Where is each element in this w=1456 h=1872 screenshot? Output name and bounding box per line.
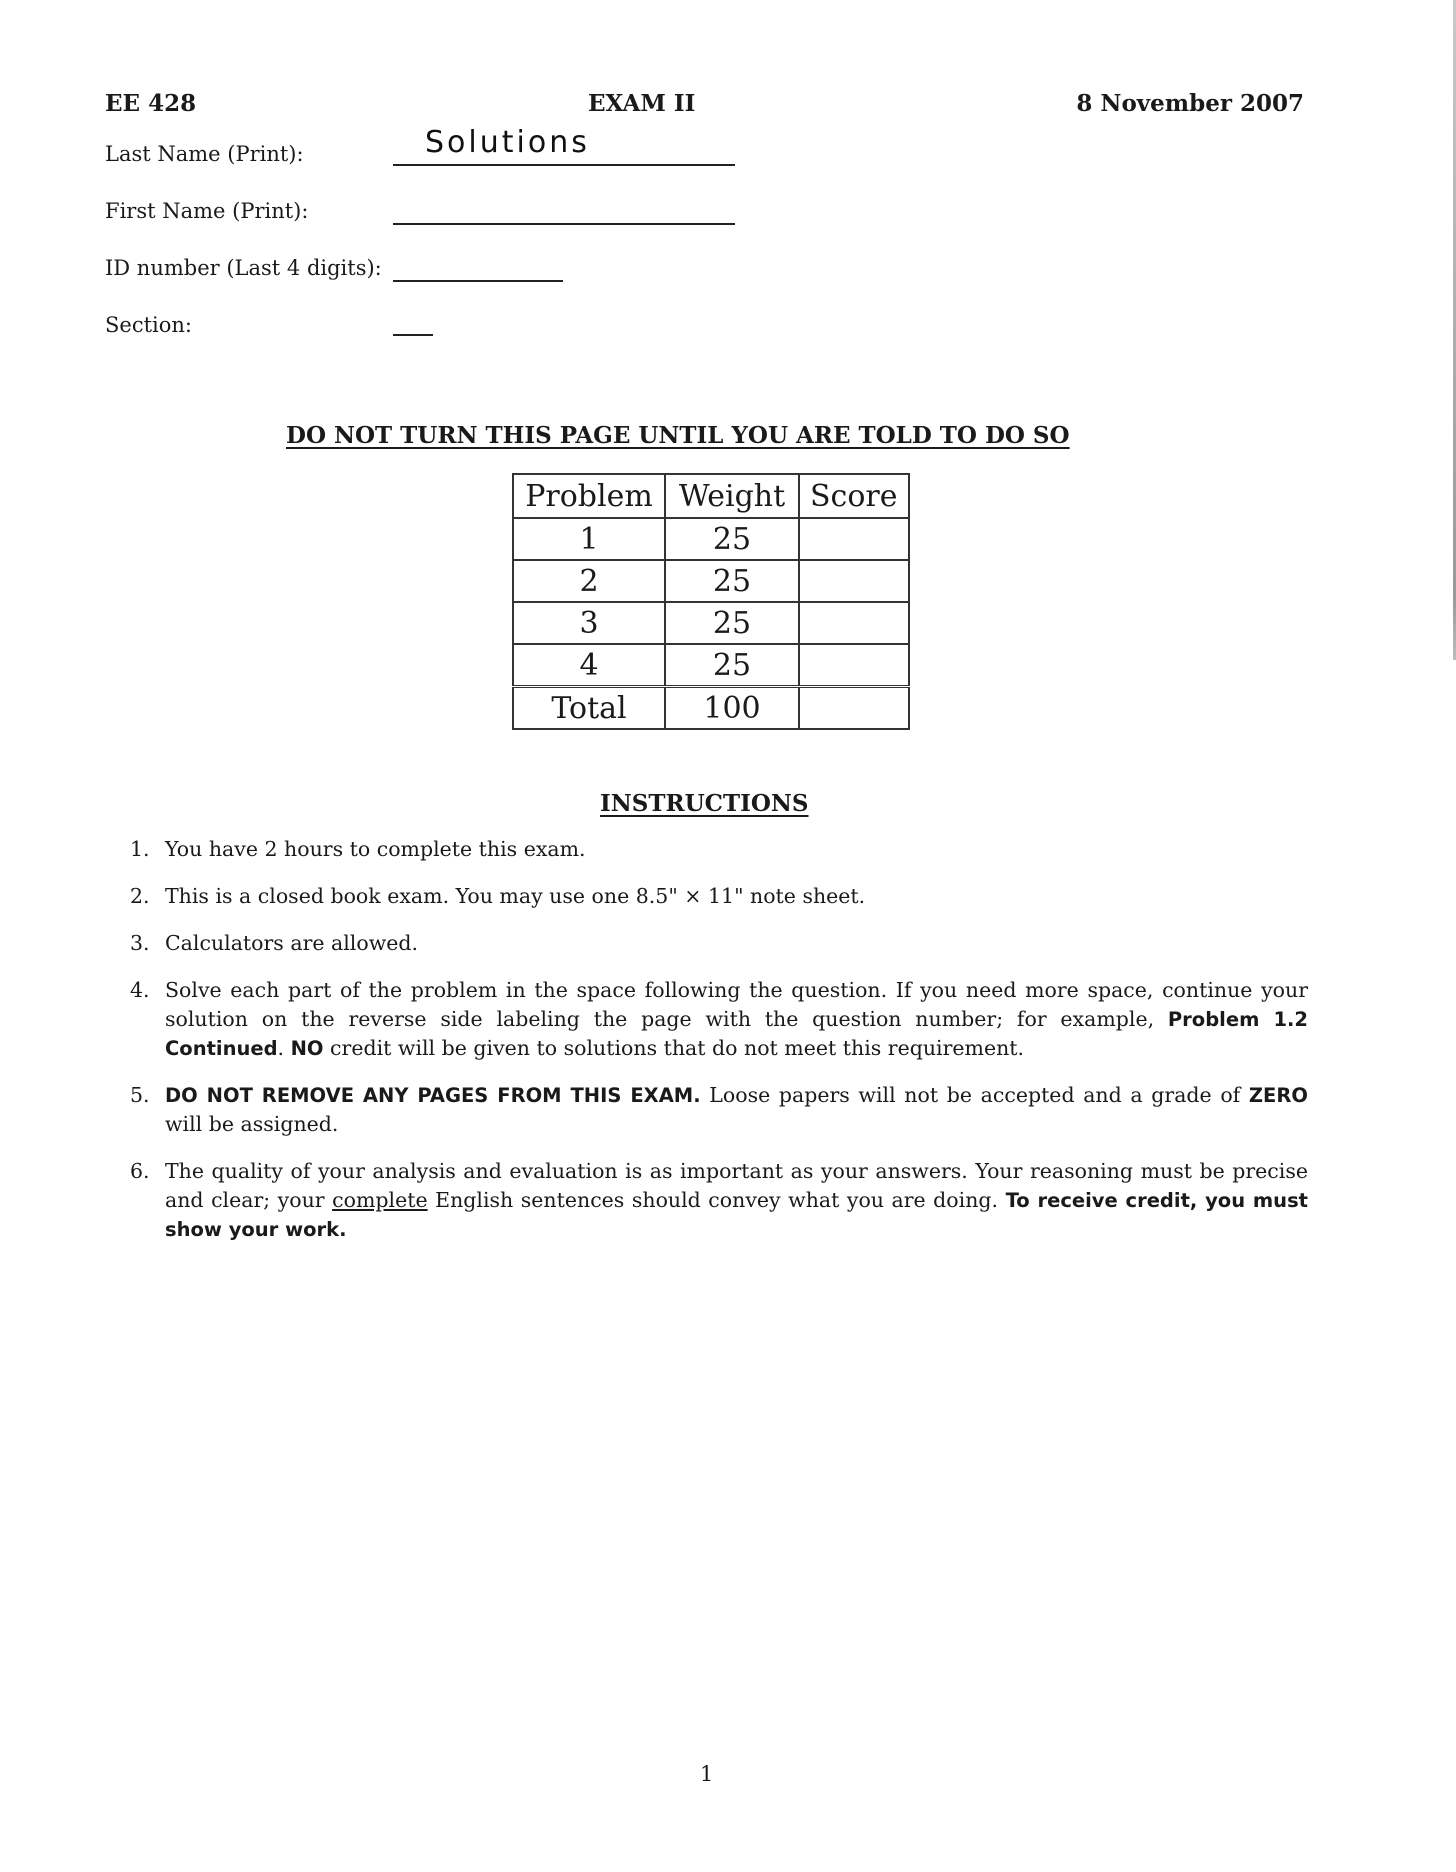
score-table-header-row [513, 474, 909, 518]
problem-cell: 3 [513, 602, 665, 644]
problem-cell: 2 [513, 560, 665, 602]
show-work-emphasis: To receive credit, you must show your work. [165, 1189, 1308, 1241]
weight-cell: 25 [665, 518, 799, 560]
instructions-list [130, 835, 1308, 1262]
problem-cell: 1 [513, 518, 665, 560]
course-code: EE 428 [105, 90, 197, 117]
instruction-text-part: English sentences should convey what you are doing. [435, 1188, 999, 1212]
list-item [130, 882, 1308, 911]
list-item [130, 929, 1308, 958]
instruction-number: 6. [130, 1159, 150, 1183]
table-row [513, 602, 909, 644]
instruction-text: You have 2 hours to complete this exam. [165, 837, 586, 861]
list-item [130, 1081, 1308, 1139]
section-field[interactable] [393, 334, 433, 336]
weight-cell: 25 [665, 644, 799, 687]
score-cell[interactable] [799, 644, 909, 687]
weight-cell: 25 [665, 560, 799, 602]
table-row [513, 644, 909, 687]
instructions-heading: INSTRUCTIONS [600, 790, 809, 817]
do-not-turn-warning: DO NOT TURN THIS PAGE UNTIL YOU ARE TOLD TO DO SO [286, 422, 1070, 449]
first-name-label: First Name (Print): [105, 199, 309, 223]
header-score: Score [799, 474, 909, 518]
instruction-text [165, 1157, 1308, 1244]
section-label: Section: [105, 313, 192, 337]
instruction-text-part: . [277, 1036, 285, 1060]
no-credit-emphasis: NO [290, 1037, 324, 1060]
table-row [513, 560, 909, 602]
instruction-number: 5. [130, 1083, 150, 1107]
score-cell[interactable] [799, 518, 909, 560]
instruction-text-part: Solve each part of the problem in the space following the question. If you need more space, continue your solution on the reverse side labeling the page with the question number; for example, [165, 978, 1308, 1031]
table-row [513, 518, 909, 560]
last-name-field[interactable] [393, 164, 735, 166]
instruction-number: 3. [130, 931, 150, 955]
header-problem: Problem [513, 474, 665, 518]
list-item [130, 1157, 1308, 1244]
first-name-field[interactable] [393, 223, 735, 225]
score-cell[interactable] [799, 560, 909, 602]
instruction-text [165, 1081, 1308, 1139]
total-score-cell[interactable] [799, 687, 909, 730]
do-not-remove-emphasis: DO NOT REMOVE ANY PAGES FROM THIS EXAM. [165, 1084, 701, 1107]
example-label: Problem 1.2 Continued [165, 1008, 1308, 1060]
total-weight-cell: 100 [665, 687, 799, 730]
instruction-text [165, 976, 1308, 1063]
instruction-text-part: The quality of your analysis and evaluation is as important as your answers. Your reasoning must be precise and clear; your [165, 1159, 1308, 1212]
instruction-number: 1. [130, 837, 150, 861]
id-number-field[interactable] [393, 280, 563, 282]
instruction-number: 4. [130, 978, 150, 1002]
instruction-text: This is a closed book exam. You may use one 8.5" × 11" note sheet. [165, 884, 866, 908]
total-label-cell: Total [513, 687, 665, 730]
exam-title: EXAM II [588, 90, 696, 117]
score-cell[interactable] [799, 602, 909, 644]
zero-emphasis: ZERO [1248, 1084, 1308, 1107]
id-number-label: ID number (Last 4 digits): [105, 256, 382, 280]
header-weight: Weight [665, 474, 799, 518]
weight-cell: 25 [665, 602, 799, 644]
underlined-word: complete [332, 1188, 428, 1212]
instruction-text-part: will be assigned. [165, 1112, 339, 1136]
exam-date: 8 November 2007 [1076, 90, 1304, 117]
instruction-text: Calculators are allowed. [165, 931, 419, 955]
problem-cell: 4 [513, 644, 665, 687]
instruction-number: 2. [130, 884, 150, 908]
instruction-text-part: credit will be given to solutions that do not meet this requirement. [330, 1036, 1025, 1060]
last-name-value: Solutions [425, 125, 590, 160]
instruction-text-part: Loose papers will not be accepted and a grade of [709, 1083, 1241, 1107]
total-row [513, 687, 909, 730]
last-name-label: Last Name (Print): [105, 142, 304, 166]
score-table [512, 473, 910, 730]
list-item [130, 835, 1308, 864]
list-item [130, 976, 1308, 1063]
page-number: 1 [700, 1762, 714, 1786]
